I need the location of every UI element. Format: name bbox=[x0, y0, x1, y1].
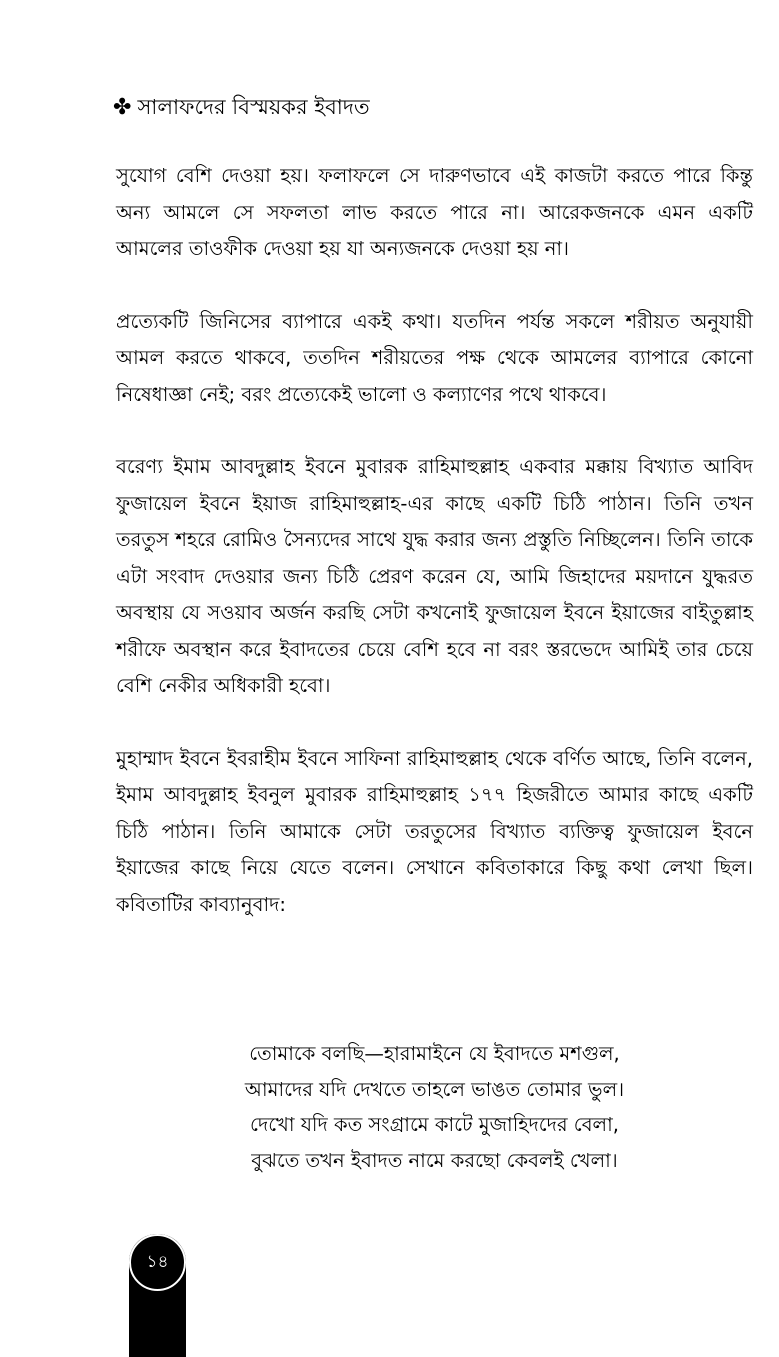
paragraph: বরেণ্য ইমাম আবদুল্লাহ ইবনে মুবারক রাহিমাহুল্লাহ একবার মক্কায় বিখ্যাত আবিদ ফুজায়েল ইবনে ইয়াজ রাহিমাহুল্লাহ-এর কাছে একটি চিঠি পাঠান। তিনি তখন তরতুস শহরে রোমিও সৈন্যদের সাথে যুদ্ধ করার জন্য প্রস্তুতি নিচ্ছিলেন। তিনি তাকে এটা সংবাদ দেওয়ার জন্য চিঠি প্রেরণ করেন যে, আমি জিহাদের ময়দানে যুদ্ধরত অবস্থায় যে সওয়াব অর্জন করছি সেটা কখনোই ফুজায়েল ইবনে ইয়াজের বাইতুল্লাহ শরীফে অবস্থান করে ইবাদতের চেয়ে বেশি হবে না বরং স্তরভেদে আমিই তার চেয়ে বেশি নেকীর অধিকারী হবো। bbox=[116, 455, 753, 697]
poem-line: তোমাকে বলছি—হারামাইনে যে ইবাদতে মশগুল, bbox=[249, 1042, 620, 1065]
paragraph: সুযোগ বেশি দেওয়া হয়। ফলাফলে সে দারুণভাবে এই কাজটা করতে পারে কিন্তু অন্য আমলে সে সফলতা লাভ করতে পারে না। আরেকজনকে এমন একটি আমলের তাওফীক দেওয়া হয় যা অন্যজনকে দেওয়া হয় না। bbox=[116, 164, 753, 260]
page-number: ১৪ bbox=[146, 1251, 169, 1272]
poem-line: বুঝতে তখন ইবাদত নামে করছো কেবলই খেলা। bbox=[251, 1148, 618, 1172]
running-header bbox=[113, 92, 370, 123]
chapter-title: সালাফদের বিস্ময়কর ইবাদত bbox=[137, 95, 370, 119]
flower-ornament-icon: ✤ bbox=[113, 95, 132, 120]
poem-line: দেখো যদি কত সংগ্রামে কাটে মুজাহিদদের বেলা, bbox=[250, 1113, 619, 1136]
paragraph: মুহাম্মাদ ইবনে ইবরাহীম ইবনে সাফিনা রাহিমাহুল্লাহ থেকে বর্ণিত আছে, তিনি বলেন, ইমাম আবদুল্লাহ ইবনুল মুবারক রাহিমাহুল্লাহ ১৭৭ হিজরীতে আমার কাছে একটি চিঠি পাঠান। তিনি আমাকে সেটা তরতুসের বিখ্যাত ব্যক্তিত্ব ফুজায়েল ইবনে ইয়াজের কাছে নিয়ে যেতে বলেন। সেখানে কবিতাকারে কিছু কথা লেখা ছিল। কবিতাটির কাব্যানুবাদ: bbox=[116, 746, 753, 916]
poem-block bbox=[116, 1036, 753, 1178]
page-number-circle bbox=[129, 1234, 186, 1291]
page-number-tab bbox=[129, 1234, 186, 1357]
poem-line: আমাদের যদি দেখতে তাহলে ভাঙত তোমার ভুল। bbox=[244, 1077, 625, 1101]
paragraph: প্রত্যেকটি জিনিসের ব্যাপারে একই কথা। যতদিন পর্যন্ত সকলে শরীয়ত অনুযায়ী আমল করতে থাকবে, ততদিন শরীয়তের পক্ষ থেকে আমলের ব্যাপারে কোনো নিষেধাজ্ঞা নেই; বরং প্রত্যেকেই ভালো ও কল্যাণের পথে থাকবে। bbox=[116, 309, 753, 406]
body-text bbox=[116, 158, 753, 959]
